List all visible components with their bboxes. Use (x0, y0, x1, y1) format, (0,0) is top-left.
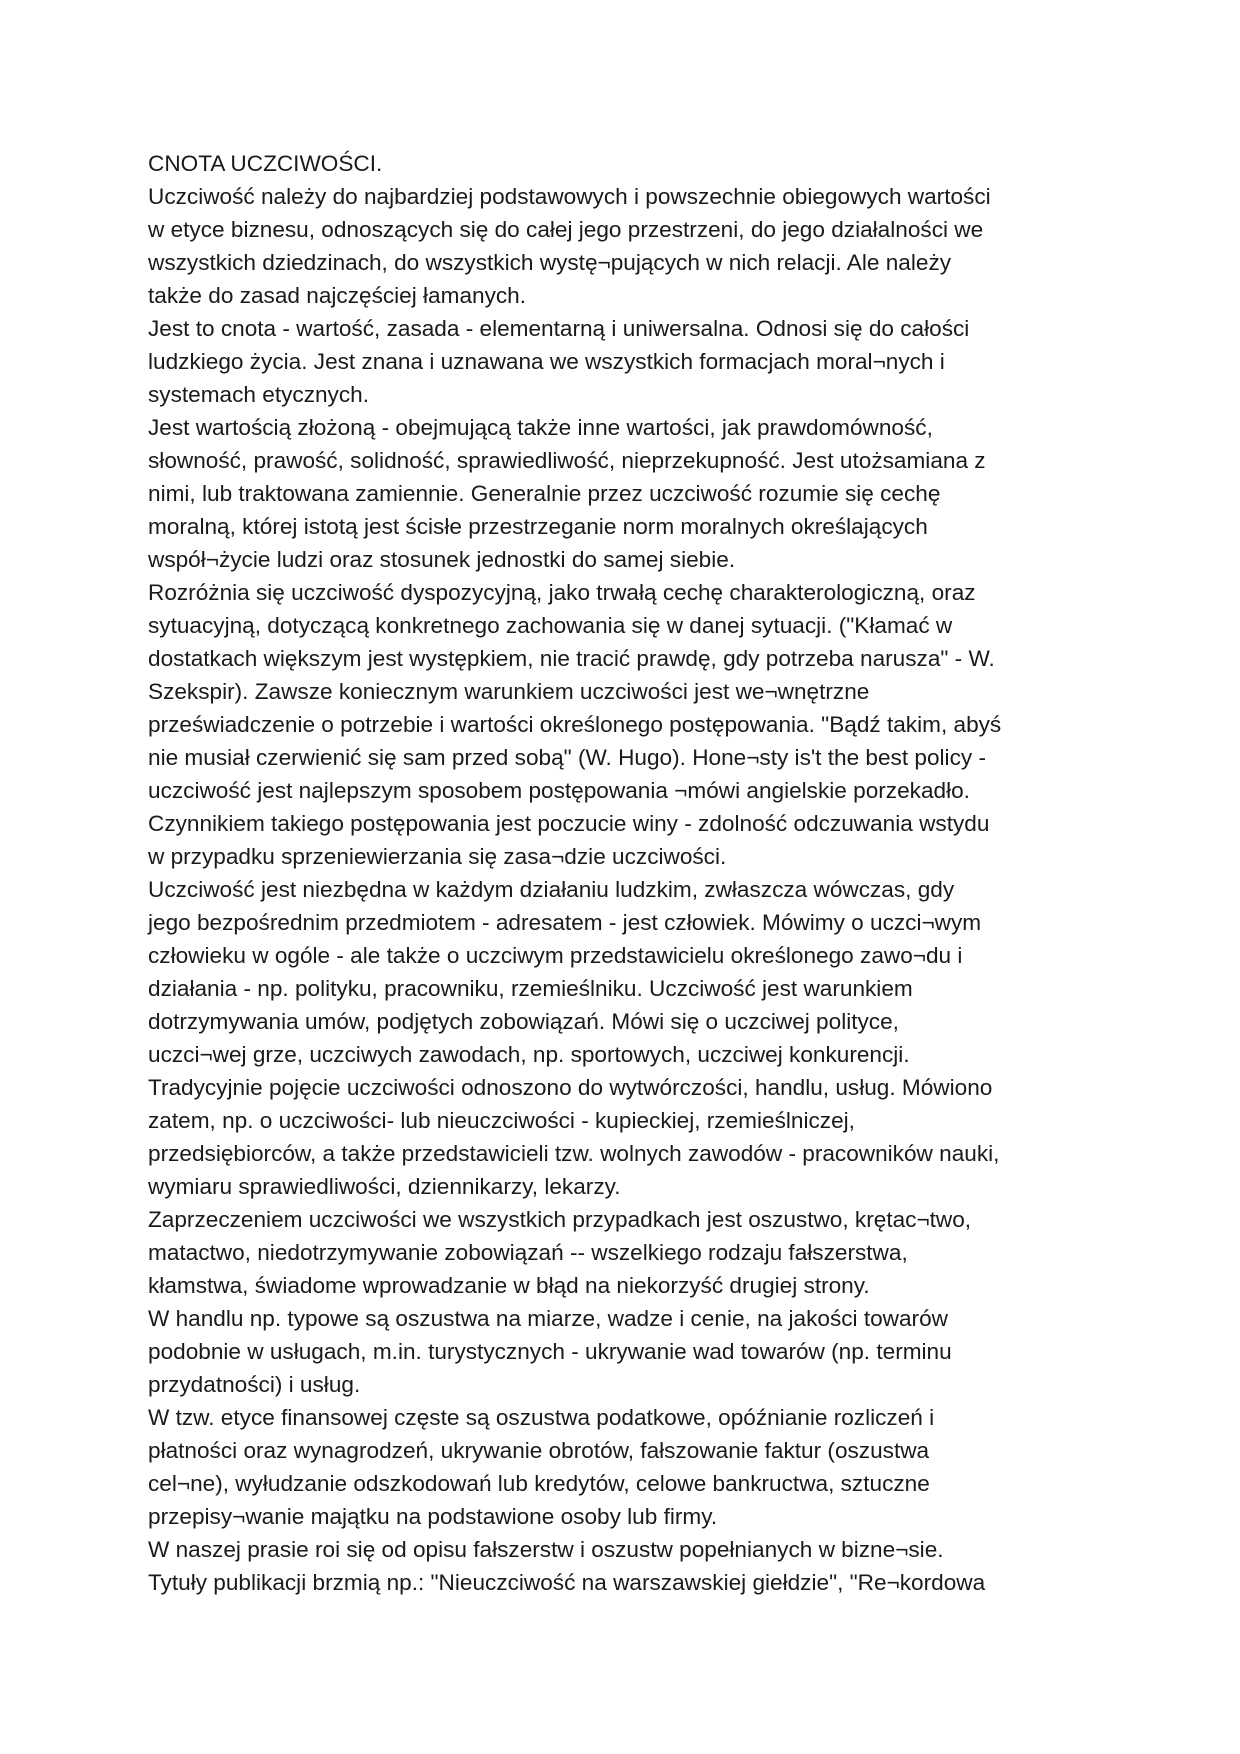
text-line: W tzw. etyce finansowej częste są oszustwa podatkowe, opóźnianie rozliczeń i (148, 1405, 935, 1430)
text-line: płatności oraz wynagrodzeń, ukrywanie obrotów, fałszowanie faktur (oszustwa (148, 1438, 930, 1463)
text-line: ludzkiego życia. Jest znana i uznawana we wszystkich formacjach moral¬nych i (148, 349, 945, 374)
text-line: dostatkach większym jest występkiem, nie tracić prawdę, gdy potrzeba narusza" - W. (148, 646, 995, 671)
text-line: Rozróżnia się uczciwość dyspozycyjną, jako trwałą cechę charakterologiczną, oraz (148, 580, 976, 605)
text-line: Uczciwość jest niezbędna w każdym działaniu ludzkim, zwłaszcza wówczas, gdy (148, 877, 955, 902)
text-line: nimi, lub traktowana zamiennie. Generalnie przez uczciwość rozumie się cechę (148, 481, 941, 506)
text-line: człowieku w ogóle - ale także o uczciwym przedstawicielu określonego zawo¬du i (148, 943, 963, 968)
text-line: Czynnikiem takiego postępowania jest poczucie winy - zdolność odczuwania wstydu (148, 811, 990, 836)
text-line: uczciwość jest najlepszym sposobem postępowania ¬mówi angielskie porzekadło. (148, 778, 970, 803)
text-line: Tytuły publikacji brzmią np.: "Nieuczciwość na warszawskiej giełdzie", "Re¬kordowa (148, 1570, 986, 1595)
text-line: Tradycyjnie pojęcie uczciwości odnoszono do wytwórczości, handlu, usług. Mówiono (148, 1075, 993, 1100)
text-line: wymiaru sprawiedliwości, dziennikarzy, lekarzy. (148, 1174, 621, 1199)
text-line: także do zasad najczęściej łamanych. (148, 283, 527, 308)
text-line: Zaprzeczeniem uczciwości we wszystkich przypadkach jest oszustwo, krętac¬two, (148, 1207, 972, 1232)
text-line: matactwo, niedotrzymywanie zobowiązań -- wszelkiego rodzaju fałszerstwa, (148, 1240, 908, 1265)
text-line: przepisy¬wanie majątku na podstawione osoby lub firmy. (148, 1504, 718, 1529)
text-line: Jest to cnota - wartość, zasada - elementarną i uniwersalna. Odnosi się do całości (148, 316, 970, 341)
text-line: kłamstwa, świadome wprowadzanie w błąd na niekorzyść drugiej strony. (148, 1273, 870, 1298)
text-line: W naszej prasie roi się od opisu fałszerstw i oszustw popełnianych w bizne¬sie. (148, 1537, 944, 1562)
text-line: słowność, prawość, solidność, sprawiedliwość, nieprzekupność. Jest utożsamiana z (148, 448, 986, 473)
text-line: cel¬ne), wyłudzanie odszkodowań lub kredytów, celowe bankructwa, sztuczne (148, 1471, 930, 1496)
text-line: przeświadczenie o potrzebie i wartości określonego postępowania. "Bądź takim, abyś (148, 712, 1002, 737)
text-line: Jest wartością złożoną - obejmującą także inne wartości, jak prawdomówność, (148, 415, 933, 440)
text-line: uczci¬wej grze, uczciwych zawodach, np. sportowych, uczciwej konkurencji. (148, 1042, 910, 1067)
text-line: Szekspir). Zawsze koniecznym warunkiem uczciwości jest we¬wnętrzne (148, 679, 870, 704)
text-line: moralną, której istotą jest ścisłe przestrzeganie norm moralnych określających (148, 514, 928, 539)
text-line: dotrzymywania umów, podjętych zobowiązań. Mówi się o uczciwej polityce, (148, 1009, 899, 1034)
text-line: współ¬życie ludzi oraz stosunek jednostki do samej siebie. (148, 547, 736, 572)
text-line: działania - np. polityku, pracowniku, rzemieślniku. Uczciwość jest warunkiem (148, 976, 913, 1001)
text-line: Uczciwość należy do najbardziej podstawowych i powszechnie obiegowych wartości (148, 184, 991, 209)
document-title: CNOTA UCZCIWOŚCI. (148, 151, 383, 176)
text-line: W handlu np. typowe są oszustwa na miarze, wadze i cenie, na jakości towarów (148, 1306, 948, 1331)
text-line: przedsiębiorców, a także przedstawicieli tzw. wolnych zawodów - pracowników nauki, (148, 1141, 1000, 1166)
text-line: podobnie w usługach, m.in. turystycznych - ukrywanie wad towarów (np. terminu (148, 1339, 952, 1364)
text-line: jego bezpośrednim przedmiotem - adresatem - jest człowiek. Mówimy o uczci¬wym (148, 910, 982, 935)
text-line: nie musiał czerwienić się sam przed sobą" (W. Hugo). Hone¬sty is't the best policy - (148, 745, 986, 770)
text-line: przydatności) i usług. (148, 1372, 361, 1397)
text-line: systemach etycznych. (148, 382, 369, 407)
document-text (148, 147, 1148, 1599)
text-line: w etyce biznesu, odnoszących się do całej jego przestrzeni, do jego działalności we (148, 217, 984, 242)
text-line: zatem, np. o uczciwości- lub nieuczciwości - kupieckiej, rzemieślniczej, (148, 1108, 855, 1133)
text-line: wszystkich dziedzinach, do wszystkich wystę¬pujących w nich relacji. Ale należy (148, 250, 952, 275)
text-line: sytuacyjną, dotyczącą konkretnego zachowania się w danej sytuacji. ("Kłamać w (148, 613, 953, 638)
text-line: w przypadku sprzeniewierzania się zasa¬dzie uczciwości. (148, 844, 727, 869)
